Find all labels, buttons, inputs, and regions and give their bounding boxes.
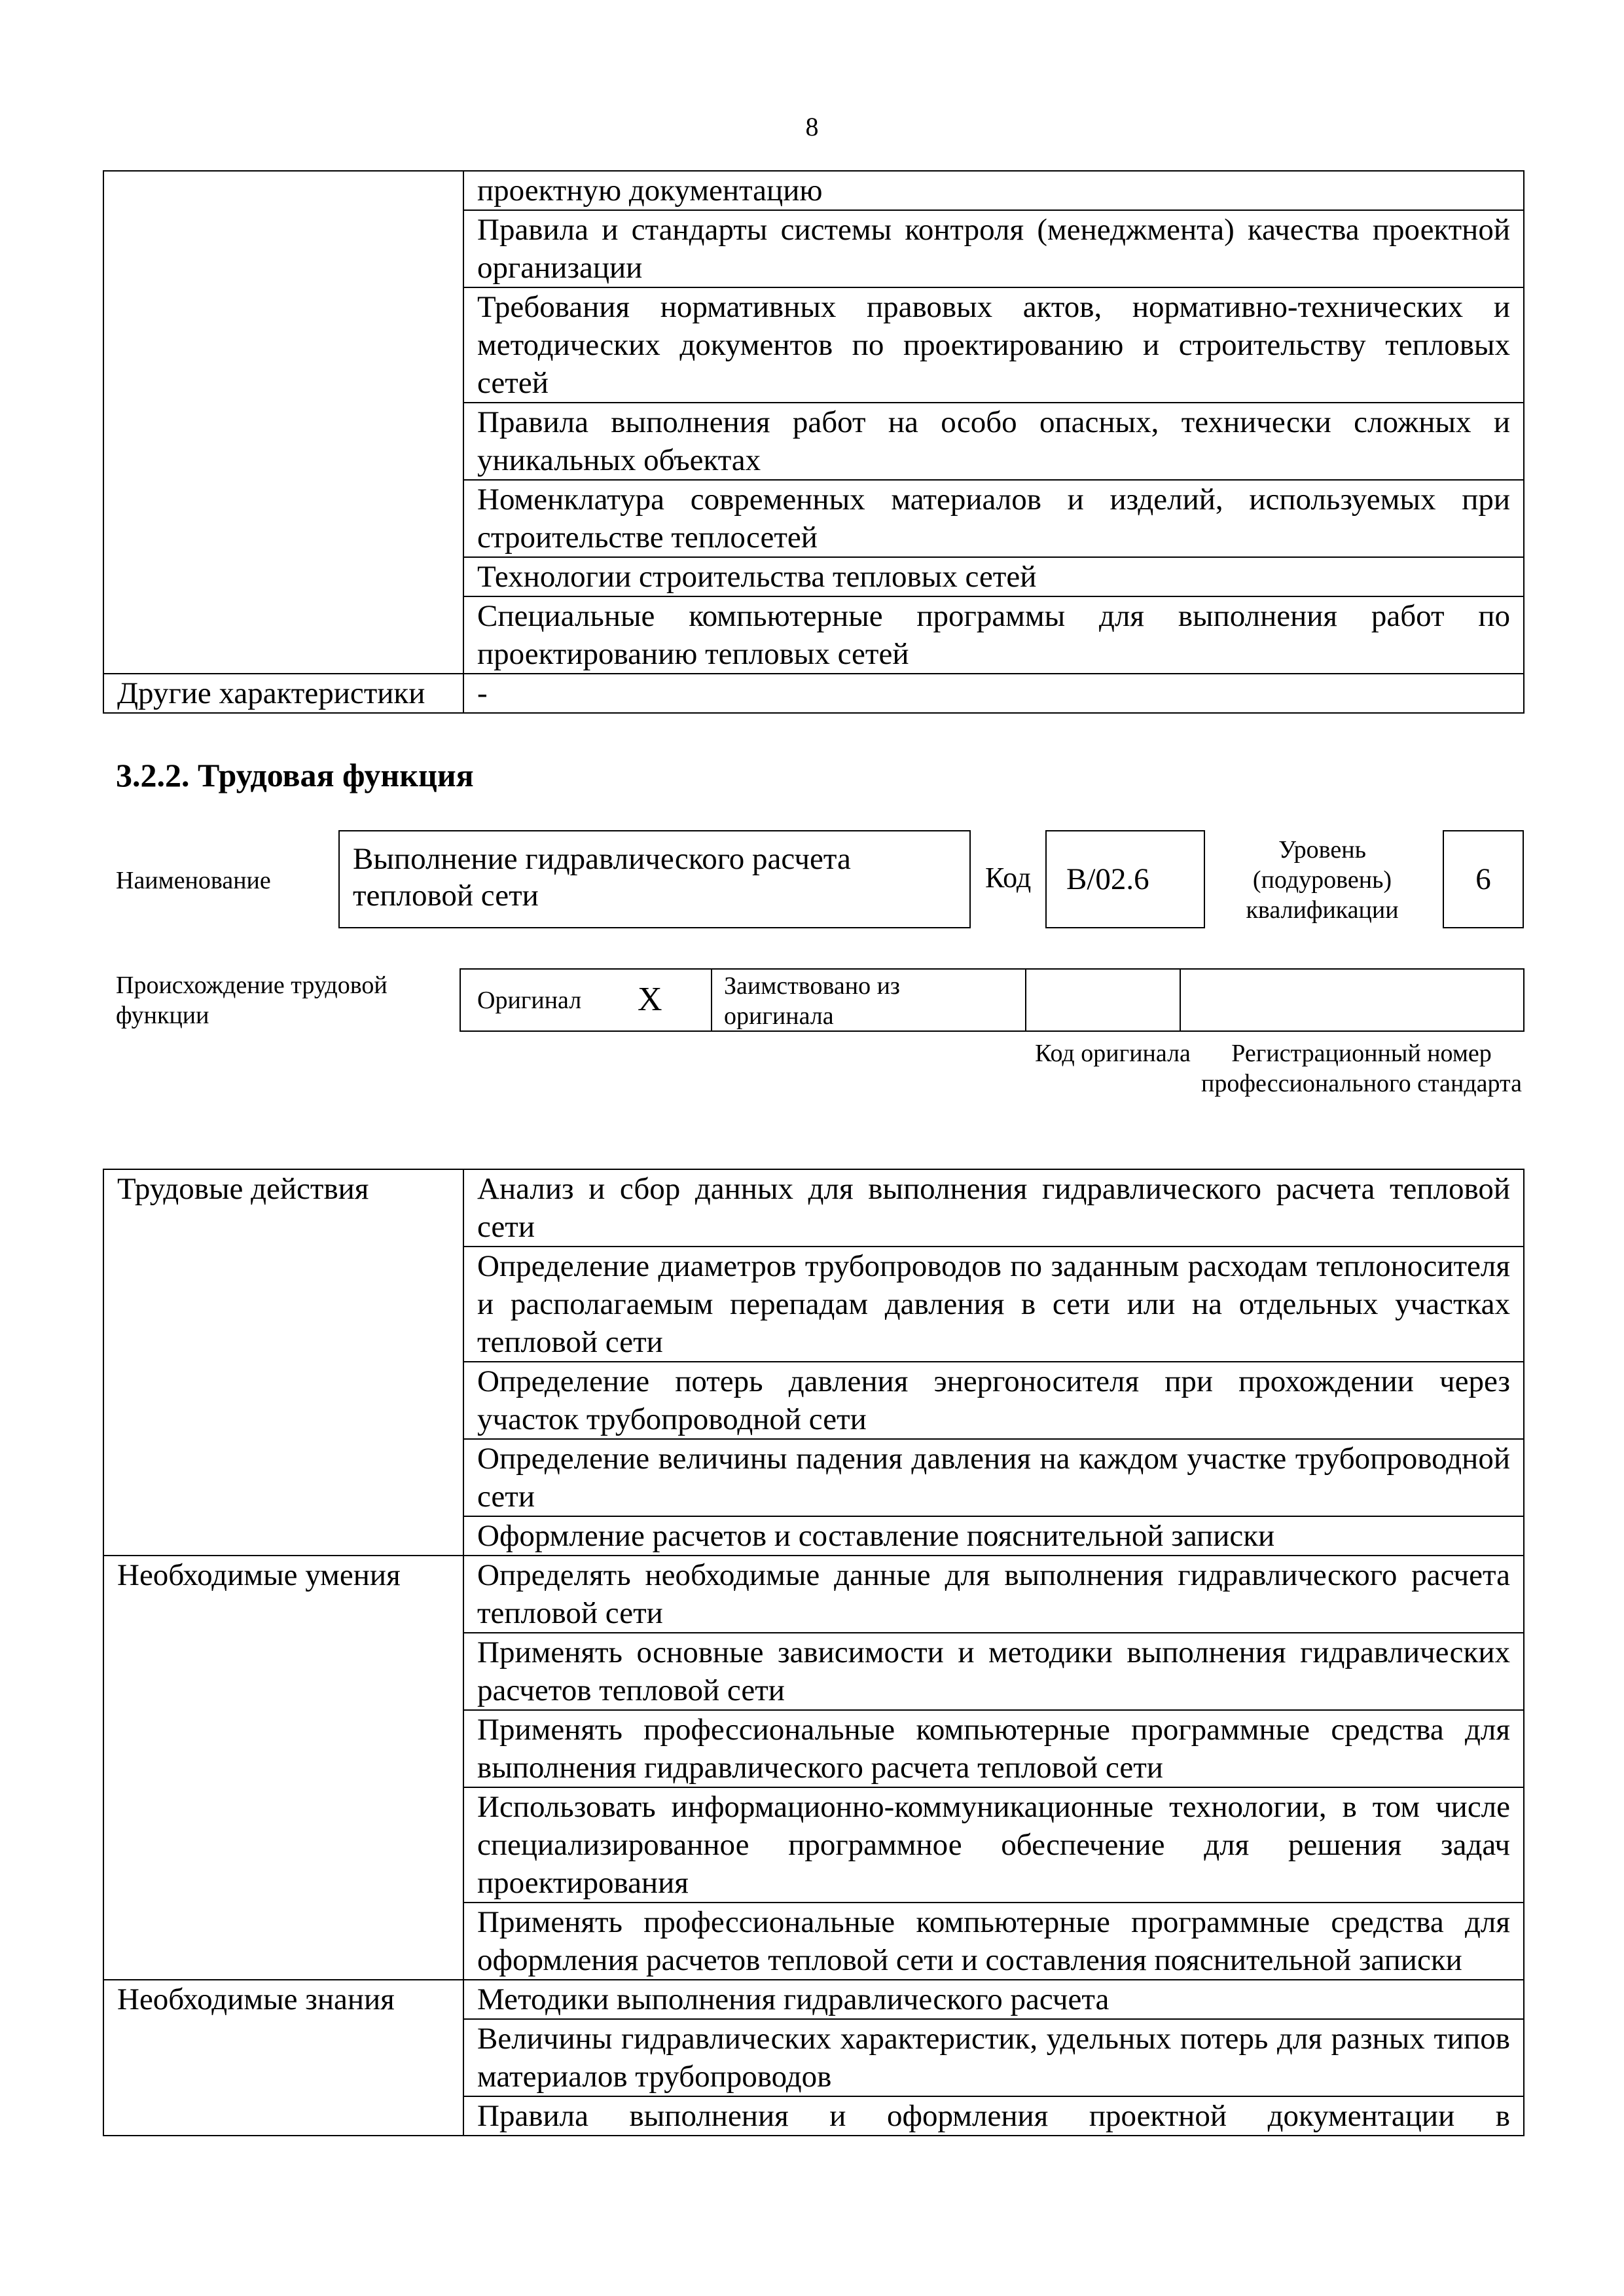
name-label: Наименование: [116, 867, 271, 894]
table-cell: Анализ и сбор данных для выполнения гидравлического расчета тепловой сети: [463, 1169, 1524, 1247]
table-cell: Правила и стандарты системы контроля (менеджмента) качества проектной организации: [463, 210, 1524, 287]
table-cell: Применять основные зависимости и методики выполнения гидравлических расчетов тепловой сети: [463, 1633, 1524, 1710]
skills-label: Необходимые умения: [103, 1556, 463, 1980]
table-cell: Технологии строительства тепловых сетей: [463, 557, 1524, 596]
level-box: 6: [1443, 830, 1524, 928]
table-cell: Номенклатура современных материалов и изделий, используемых при строительстве теплосетей: [463, 480, 1524, 557]
table-cell: Применять профессиональные компьютерные программные средства для оформления расчетов тепловой сети и составления пояснительной записки: [463, 1903, 1524, 1980]
other-characteristics-label: Другие характеристики: [103, 674, 463, 713]
original-cell: [461, 970, 712, 1030]
table-cell: Требования нормативных правовых актов, нормативно-технических и методических документов по проектированию и строительству тепловых сетей: [463, 287, 1524, 403]
level-label: Уровень (подуровень) квалификации: [1246, 836, 1399, 924]
original-mark: X: [638, 981, 662, 1018]
borrowed-cell: [711, 970, 1026, 1030]
origin-row: [460, 968, 1525, 1032]
knowledge-continuation-table: [103, 170, 1525, 714]
table-cell: Использовать информационно-коммуникационные технологии, в том числе специализированное программное обеспечение для решения задач проектирования: [463, 1787, 1524, 1903]
labor-function-table: [103, 1169, 1525, 2136]
table-cell: Величины гидравлических характеристик, удельных потерь для разных типов материалов трубопроводов: [463, 2019, 1524, 2096]
page-number: 8: [805, 112, 819, 141]
table-cell: Правила выполнения работ на особо опасных, технически сложных и уникальных объектах: [463, 403, 1524, 480]
empty-label-cell: [103, 171, 463, 674]
original-label: Оригинал: [477, 987, 582, 1014]
actions-label: Трудовые действия: [103, 1169, 463, 1556]
reg-number-caption: Регистрационный номер профессионального стандарта: [1201, 1040, 1522, 1097]
table-cell: Применять профессиональные компьютерные программные средства для выполнения гидравлического расчета тепловой сети: [463, 1710, 1524, 1787]
original-code-cell: [1025, 970, 1181, 1030]
function-name-box: Выполнение гидравлического расчета тепловой сети: [338, 830, 971, 928]
other-characteristics-value: -: [463, 674, 1524, 713]
code-original-caption: Код оригинала: [1035, 1040, 1191, 1067]
table-cell: Определение диаметров трубопроводов по заданным расходам теплоносителя и располагаемым перепадам давления в сети или на отдельных участках тепловой сети: [463, 1247, 1524, 1362]
table-cell: Правила выполнения и оформления проектной документации в: [463, 2096, 1524, 2136]
table-cell: проектную документацию: [463, 171, 1524, 210]
knowledge-label: Необходимые знания: [103, 1980, 463, 2136]
table-cell: Оформление расчетов и составление пояснительной записки: [463, 1516, 1524, 1556]
code-label: Код: [985, 862, 1032, 894]
table-cell: Определение величины падения давления на каждом участке трубопроводной сети: [463, 1439, 1524, 1516]
section-heading: 3.2.2. Трудовая функция: [116, 757, 474, 793]
table-cell: Определять необходимые данные для выполнения гидравлического расчета тепловой сети: [463, 1556, 1524, 1633]
function-code-box: B/02.6: [1045, 830, 1205, 928]
table-cell: Определение потерь давления энергоносителя при прохождении через участок трубопроводной сети: [463, 1362, 1524, 1439]
table-cell: Специальные компьютерные программы для выполнения работ по проектированию тепловых сетей: [463, 596, 1524, 674]
table-cell: Методики выполнения гидравлического расчета: [463, 1980, 1524, 2019]
origin-label: Происхождение трудовой функции: [116, 972, 388, 1029]
borrowed-label: Заимствовано из оригинала: [724, 972, 900, 1030]
